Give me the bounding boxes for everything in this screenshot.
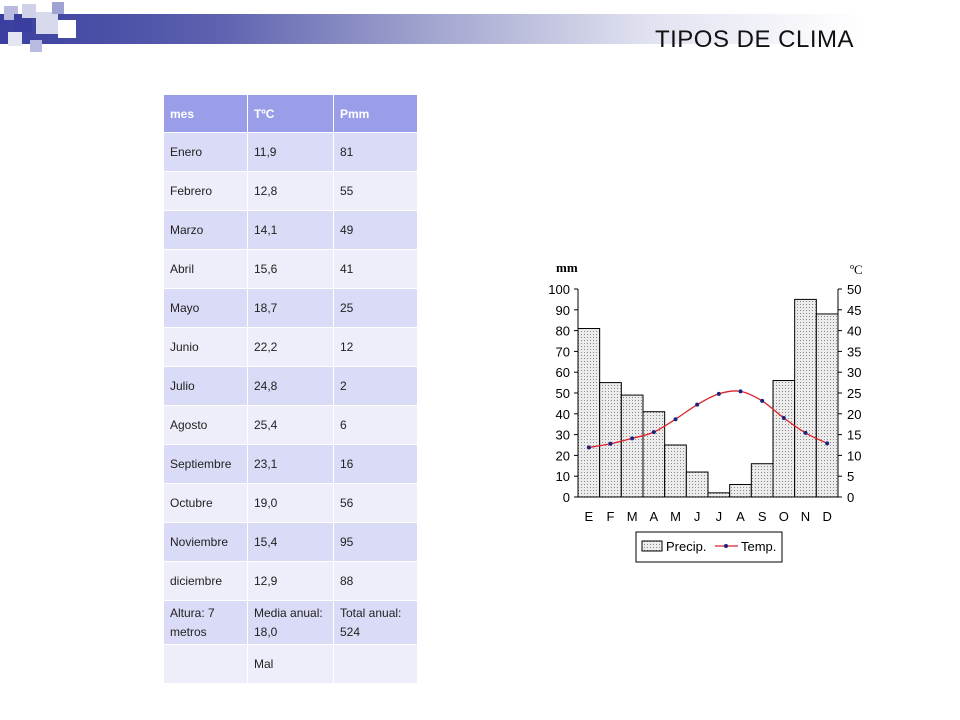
cell-month: Agosto: [164, 406, 248, 445]
cell-month: Marzo: [164, 211, 248, 250]
precipitation-bar: [621, 395, 643, 497]
cell-temperature: 15,4: [248, 523, 334, 562]
left-tick-label: 0: [562, 490, 570, 505]
climate-table: [163, 94, 418, 684]
cell-precipitation: 41: [334, 250, 418, 289]
right-tick-label: 45: [847, 302, 862, 318]
cell-extra: [164, 645, 248, 684]
cell-temperature: 14,1: [248, 211, 334, 250]
right-tick-label: 5: [847, 469, 855, 485]
precipitation-bar: [686, 472, 708, 497]
temperature-point: [587, 445, 591, 449]
decor-square: [36, 12, 58, 34]
right-tick-label: 25: [847, 386, 862, 401]
temperature-point: [760, 399, 764, 403]
cell-month: Febrero: [164, 172, 248, 211]
cell-extra-label: Mal: [248, 645, 334, 684]
left-tick-label: 60: [555, 365, 570, 381]
legend-temperature-marker: [724, 544, 728, 548]
cell-precipitation: 12: [334, 328, 418, 367]
precipitation-bar: [751, 464, 773, 497]
temperature-point: [804, 431, 808, 435]
cell-month: Abril: [164, 250, 248, 289]
cell-temperature: 12,9: [248, 562, 334, 601]
cell-temperature: 19,0: [248, 484, 334, 523]
table-row: [164, 367, 418, 406]
cell-precipitation: 81: [334, 133, 418, 172]
table-summary-row: [164, 601, 418, 645]
table-row: [164, 562, 418, 601]
legend-precipitation-swatch: [642, 541, 662, 551]
decor-square: [30, 40, 42, 52]
temperature-point: [609, 442, 613, 446]
cell-precipitation: 2: [334, 367, 418, 406]
table-row: [164, 523, 418, 562]
temperature-point: [739, 389, 743, 393]
cell-annual-total-precipitation: Total anual: 524: [334, 601, 418, 645]
cell-temperature: 25,4: [248, 406, 334, 445]
temperature-point: [825, 441, 829, 445]
cell-month: Noviembre: [164, 523, 248, 562]
table-header-row: [164, 95, 418, 133]
x-tick-label: D: [822, 509, 832, 524]
table-row: [164, 328, 418, 367]
cell-precipitation: 49: [334, 211, 418, 250]
precipitation-bar: [816, 314, 838, 497]
decor-square: [52, 2, 64, 14]
cell-temperature: 24,8: [248, 367, 334, 406]
climograph-chart: [520, 252, 870, 572]
cell-annual-mean-temperature: Media anual: 18,0: [248, 601, 334, 645]
table-row: [164, 484, 418, 523]
left-tick-label: 20: [555, 448, 570, 464]
decor-square: [22, 4, 36, 18]
cell-month: diciembre: [164, 562, 248, 601]
left-axis-unit-label: mm: [556, 260, 578, 275]
cell-precipitation: 56: [334, 484, 418, 523]
cell-temperature: 12,8: [248, 172, 334, 211]
x-tick-label: M: [626, 509, 638, 524]
temperature-point: [695, 403, 699, 407]
cell-temperature: 23,1: [248, 445, 334, 484]
cell-month: Julio: [164, 367, 248, 406]
cell-month: Junio: [164, 328, 248, 367]
table-row: [164, 133, 418, 172]
table-row: [164, 250, 418, 289]
precipitation-bar: [600, 383, 622, 497]
left-tick-label: 40: [555, 406, 570, 422]
x-tick-label: M: [670, 509, 681, 524]
right-tick-label: 40: [847, 323, 862, 339]
x-tick-label: E: [584, 509, 594, 524]
right-tick-label: 35: [847, 344, 862, 360]
cell-temperature: 11,9: [248, 133, 334, 172]
left-tick-label: 90: [555, 302, 570, 318]
right-tick-label: 0: [847, 490, 855, 505]
x-tick-label: O: [778, 509, 789, 524]
left-tick-label: 10: [555, 469, 570, 485]
table-row: [164, 445, 418, 484]
cell-temperature: 18,7: [248, 289, 334, 328]
cell-month: Octubre: [164, 484, 248, 523]
x-tick-label: J: [693, 509, 701, 524]
table-row: [164, 406, 418, 445]
temperature-point: [674, 417, 678, 421]
right-tick-label: 50: [847, 282, 862, 297]
cell-extra: [334, 645, 418, 684]
cell-precipitation: 55: [334, 172, 418, 211]
cell-month: Enero: [164, 133, 248, 172]
x-tick-label: S: [757, 509, 767, 524]
x-tick-label: A: [649, 509, 659, 524]
left-tick-label: 30: [555, 427, 570, 443]
temperature-point: [717, 392, 721, 396]
left-tick-label: 100: [548, 282, 570, 297]
right-tick-label: 15: [847, 427, 862, 443]
temperature-point: [630, 436, 634, 440]
cell-temperature: 15,6: [248, 250, 334, 289]
decor-square: [58, 20, 76, 38]
legend-temperature-label: Temp.: [741, 539, 777, 554]
decor-square: [8, 32, 22, 46]
right-tick-label: 10: [847, 448, 862, 464]
x-tick-label: A: [736, 509, 745, 524]
column-header-temperature: TºC: [248, 95, 334, 133]
table-row: [164, 289, 418, 328]
right-tick-label: 20: [847, 406, 862, 422]
cell-precipitation: 88: [334, 562, 418, 601]
column-header-month: mes: [164, 95, 248, 133]
right-tick-label: 30: [847, 365, 862, 381]
x-tick-label: F: [606, 509, 615, 524]
cell-precipitation: 25: [334, 289, 418, 328]
left-tick-label: 50: [555, 386, 570, 401]
precipitation-bar: [773, 381, 795, 497]
cell-precipitation: 6: [334, 406, 418, 445]
cell-month: Septiembre: [164, 445, 248, 484]
precipitation-bar: [578, 329, 600, 497]
precipitation-bar: [643, 412, 665, 497]
page-title: TIPOS DE CLIMA: [654, 26, 854, 53]
precipitation-bar: [665, 445, 687, 497]
legend-precipitation-label: Precip.: [666, 539, 707, 554]
precipitation-bar: [795, 299, 817, 497]
cell-precipitation: 16: [334, 445, 418, 484]
x-tick-label: J: [715, 509, 723, 524]
cell-altitude: Altura: 7 metros: [164, 601, 248, 645]
temperature-point: [652, 430, 656, 434]
table-row: [164, 211, 418, 250]
left-tick-label: 80: [555, 323, 570, 339]
precipitation-bar: [730, 485, 752, 497]
table-extra-row: [164, 645, 418, 684]
right-axis-unit-label: ºC: [850, 262, 863, 277]
cell-temperature: 22,2: [248, 328, 334, 367]
left-tick-label: 70: [555, 344, 570, 360]
table-row: [164, 172, 418, 211]
precipitation-bar: [708, 493, 730, 497]
column-header-precipitation: Pmm: [334, 95, 418, 133]
x-tick-label: N: [800, 509, 811, 524]
cell-precipitation: 95: [334, 523, 418, 562]
temperature-point: [782, 416, 786, 420]
cell-month: Mayo: [164, 289, 248, 328]
